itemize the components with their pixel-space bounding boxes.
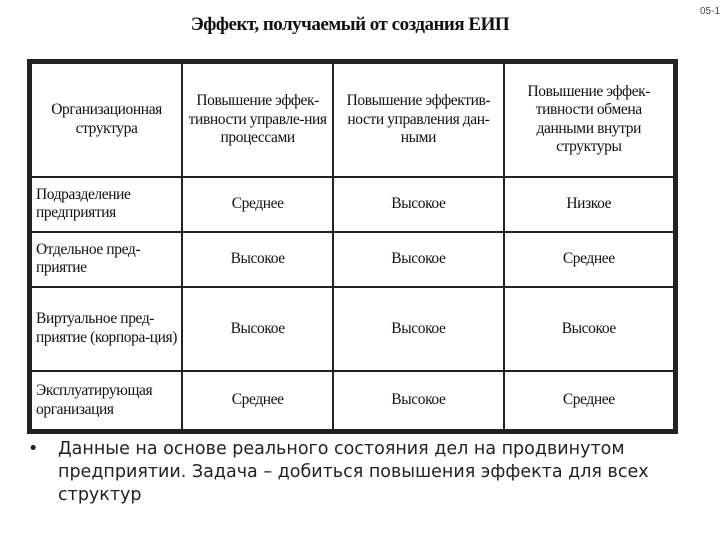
table-cell: Среднее xyxy=(504,232,674,287)
table-cell: Среднее xyxy=(182,177,333,232)
table-header-cell: Организационная структура xyxy=(31,63,182,177)
table-cell: Среднее xyxy=(504,371,674,430)
table-header-cell: Повышение эффек-тивности обмена данными внутри структуры xyxy=(504,63,674,177)
bullet-marker: • xyxy=(28,439,39,459)
table-header-cell: Повышение эффектив-ности управления дан-ными xyxy=(333,63,503,177)
effect-table xyxy=(30,62,675,431)
table-cell: Высокое xyxy=(182,232,333,287)
table-cell: Низкое xyxy=(504,177,674,232)
table-row xyxy=(31,177,674,232)
bullet-text: Данные на основе реального состояния дел на продвинутом предприятии. Задача – добиться повышения эффекта для всех структур xyxy=(58,439,649,505)
table-row xyxy=(31,287,674,371)
table-row xyxy=(31,371,674,430)
bullet-item xyxy=(28,438,698,507)
row-label: Эксплуатирующая организация xyxy=(31,371,182,430)
table-header-cell: Повышение эффек-тивности управле-ния процессами xyxy=(182,63,333,177)
table-row xyxy=(31,232,674,287)
table-cell: Высокое xyxy=(504,287,674,371)
effect-table-figure xyxy=(20,8,680,436)
table-cell: Высокое xyxy=(333,232,503,287)
table-cell: Высокое xyxy=(182,287,333,371)
row-label: Отдельное пред-приятие xyxy=(31,232,182,287)
table-header-row xyxy=(31,63,674,177)
row-label: Виртуальное пред-приятие (корпора-ция) xyxy=(31,287,182,371)
slide-number: 05-1 xyxy=(699,6,720,17)
table-cell: Высокое xyxy=(333,371,503,430)
table-cell: Высокое xyxy=(333,177,503,232)
table-title: Эффект, получаемый от создания ЕИП xyxy=(190,14,510,35)
row-label: Подразделение предприятия xyxy=(31,177,182,232)
table-cell: Среднее xyxy=(182,371,333,430)
table-cell: Высокое xyxy=(333,287,503,371)
table-frame xyxy=(27,59,678,434)
